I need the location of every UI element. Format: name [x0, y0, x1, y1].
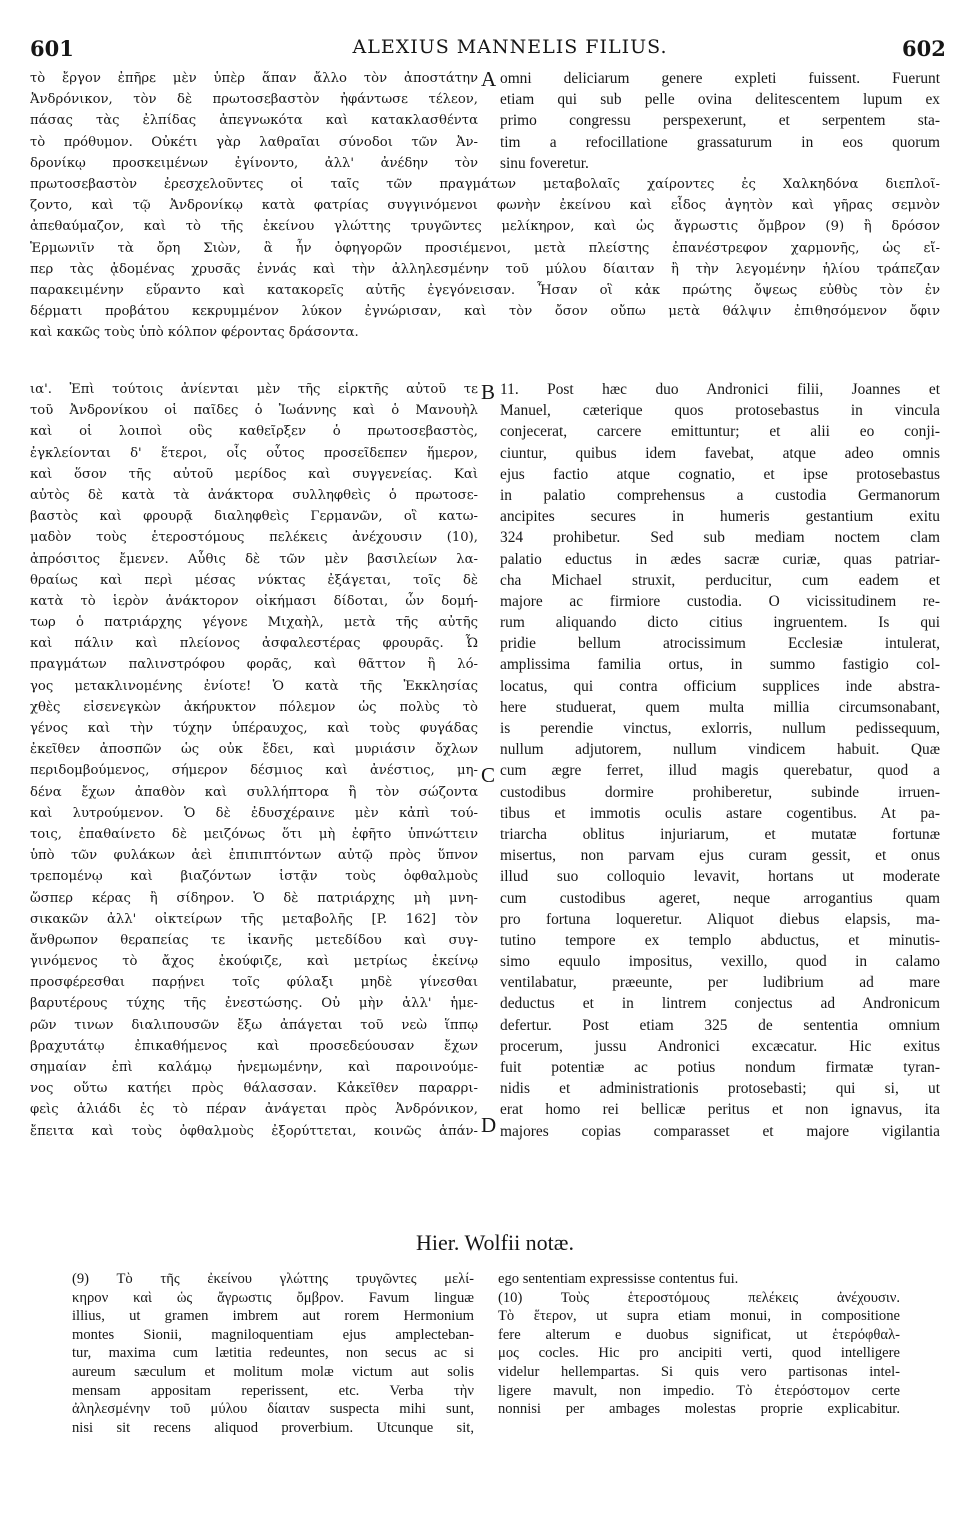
greek-line: νος οὕτω κατήει πρὸς θάλασσαν. Κἀκεῖθεν παραρρι-	[30, 1081, 478, 1097]
latin-line: procerum, jussu Andronici excæcatur. Hic exitus	[500, 1037, 940, 1055]
latin-line: sinu foveretur.	[500, 154, 589, 172]
latin-line: tibus et immotis oculis astare cogentibus. At pa-	[500, 804, 940, 822]
greek-line: ἐκεῖθεν ἀποσπῶν ὡς οὐκ ἔδει, καὶ μυριάσιν ὄχλων	[30, 742, 478, 758]
greek-line: μαδὸν τοὺς ἑτεροστόμους πελέκεις ἀνέχουσιν (10),	[30, 530, 478, 546]
latin-line: in palatio comprehensus a custodia Germanorum	[500, 486, 940, 504]
latin-line: pro fortuna loqueretur. Aliquot diebus elapsis, ma-	[500, 910, 940, 928]
greek-line: πραγμάτων παλινστρόφου φορᾶς, καὶ θᾶττον ἢ λό-	[30, 657, 478, 673]
latin-line: tutino tempore ex templo abductus, et minutis-	[500, 931, 940, 949]
latin-line: tim a refocillatione grassaturum in eos quorum	[500, 133, 940, 151]
greek-line: γινόμενος τὸ ἄχος ἐκούφιζε, καὶ μετρίως ἐκείνῳ	[30, 954, 478, 970]
greek-line: τοῦ Ἀνδρονίκου οἱ παῖδες ὁ Ἰωάννης καὶ ὁ Μανουὴλ	[30, 403, 478, 419]
latin-line: ejus factio atque cognatio, et ipse protosebastus	[500, 465, 940, 483]
latin-line: fuit potentiæ ac potius nondum firmatæ tyran-	[500, 1059, 940, 1076]
latin-line: 11. Post hæc duo Andronici filii, Joannes et	[500, 381, 940, 398]
latin-line: rum aliquando dicto citius ingruentem. Is qui	[500, 614, 940, 632]
latin-line: nidis et administrationis protosebasti; qui si, ut	[500, 1080, 940, 1098]
note-line: ἀληλεσμένην τοῦ μύλου δίαιταν suspecta mihi sunt,	[72, 1401, 474, 1418]
greek-line: κατὰ τὸ ἱερὸν ἀνάκτορον οἰκήμασι δίδοται, ὧν δομή-	[30, 593, 478, 609]
greek-line: χθὲς εἰσενεγκὼν ἀκήρυκτον πόλεμον ὡς πολὺς τὸ	[30, 699, 478, 715]
greek-line: θραίως καὶ περὶ μέσας νύκτας ἐξάγεται, τοῖς δὲ	[30, 572, 478, 588]
latin-line: cha Michael struxit, perducitur, cum eadem et	[500, 571, 940, 589]
note-line: tur, maxima cum lætitia redeuntes, non secus ac si	[72, 1345, 474, 1362]
greek-line: τοις, ἐπαθαίνετο δὲ μειζόνως ὅτι μὴ ἐφῆτο ὑπνώττειν	[30, 826, 478, 842]
greek-line: γένος καὶ τὴν τύχην ὑπέραυχος, καὶ τοὺς φυγάδας	[30, 721, 478, 736]
note-line: nisi sit recens aliquod proverbium. Utcunque sit,	[72, 1419, 474, 1436]
greek-line: δένα ἔχων ἀπαθὸν καὶ συλλήπτορα ἢ τὸν σώζοντα	[30, 784, 478, 800]
margin-letter-c: C	[481, 763, 496, 787]
note-line: ego sententiam expressisse contentus fui.	[498, 1271, 739, 1287]
note-line: fere alterum e duobus significat, ut ἑτερόφθαλ-	[498, 1326, 900, 1343]
greek-line: τὸ ἔργον ἐπῆρε μὲν ὑπὲρ ἅπαν ἄλλο τὸν ἀποστάτην	[30, 71, 478, 86]
greek-line: τρεπομένῳ καὶ βιαζόντων ἱστᾷν τοὺς ὀφθαλμοὺς	[30, 869, 478, 885]
latin-line: cum custodibus ageret, neque arrogantius quam	[500, 889, 940, 907]
greek-line: ἄνθρωπον θεραπείας τε ἱκανῆς μετεδίδου καὶ συγ-	[30, 932, 478, 948]
latin-line: Manuel, cæterique quos protosebastus in vincula	[500, 402, 940, 420]
greek-line: ἀπρόσιτος ἔμενεν. Αὖθις δὲ τῶν μὲν βασιλείων λα-	[30, 551, 478, 567]
greek-line: γος μετακλινομένης ἐνίοτε! Ὁ κατὰ τῆς Ἐκκλησίας	[30, 678, 478, 694]
greek-line: ὥσπερ κέρας ἢ σίδηρον. Ὁ δὲ πατριάρχης μὴ μνη-	[30, 890, 478, 906]
greek-line: περ τὰς ᾀδομένας χρυσᾶς ἐννάς καὶ τὴν ἀλληλεσμένην τοῦ μύλου δίαιταν ἢ τὴν λεγομένην ἡλίου τράπεζαν	[30, 261, 940, 277]
latin-line: ancipites secures in humeris gestantium exitu	[500, 508, 940, 526]
top-latin-column	[500, 68, 940, 174]
greek-line: ἔπειτα καὶ τοὺς ὀφθαλμοὺς ἐξορύττεται, κοινῶς ἁπάν-	[30, 1123, 478, 1139]
latin-line: palatio eductus in ædes sacræ curiæ, quas patriar-	[500, 550, 940, 568]
greek-line: καὶ λυτρούμενον. Ὁ δὲ ἐδυσχέραινε μὲν κἀπὶ τού-	[30, 805, 478, 821]
latin-line: ciuntur, quibus idem favebat, atque adeo omnis	[500, 444, 940, 462]
note-line: (9) Τὸ τῆς ἐκείνου γλώττης τρυγῶντες μελί-	[72, 1271, 474, 1287]
latin-line: majores copias comparasset et majore vigilantia	[500, 1122, 940, 1140]
latin-line: 324 prohibetur. Sed sub mediam noctem clam	[500, 529, 940, 547]
note-line: Τὸ ἕτερον, ut supra etiam monui, in compositione	[498, 1308, 900, 1325]
greek-line: προσφέρεσθαι παρῄνει τοῖς φύλαξι μηδὲ γίνεσθαι	[30, 975, 478, 991]
greek-line: ὑπὸ τῶν φυλάκων ἀεὶ ἐπιπιπτόντων αὐτῷ πρὸς ὕπνον	[30, 848, 478, 864]
greek-line: δέρματι προβάτου κεκρυμμένον λύκον ἐγνώρισαν, καὶ τὸν ὄσον οὔπω μετὰ θάλψιν ἐπιθησόμενον ὄφιν	[30, 304, 940, 320]
latin-line: primo congressu perspexerunt, et serpentem sta-	[500, 112, 940, 130]
greek-line: καὶ ὅσον τῆς αὐτοῦ μερίδος καὶ συγγενείας. Καὶ	[30, 466, 478, 482]
greek-line: βαστὸς καὶ φρουρᾷ διαληφθεὶς Γερμανῶν, οἳ κατω-	[30, 509, 478, 525]
latin-line: etiam qui sub pelle ovina delitescentem lupum ex	[500, 91, 940, 109]
latin-line: is perendie vinctus, exlorris, nullum pedissequum,	[500, 720, 940, 737]
latin-line: majore ac firmiore custodia. O vicissitudinem re-	[500, 592, 940, 610]
greek-line: πρωτοσεβαστὸν ἐρεσχελοῦντες οἱ ταῖς τῶν πραγμάτων μεταβολαῖς χαίροντες ἐς Χαλκηδόνα διεπλοῖ-	[30, 177, 940, 192]
latin-line: misertus, non parvam ejus curam gessit, et onus	[500, 847, 940, 865]
note-line: aureum sæculum et molitum molæ victum aut solis	[72, 1363, 474, 1380]
latin-line: triarcha oblitus injuriarum, et mutatæ fortunæ	[500, 825, 940, 843]
note-line: mensam appositam reperissent, etc. Verba τὴν	[72, 1382, 474, 1399]
latin-line: ventilabatur, præeunte, per ludibrium ad mare	[500, 974, 940, 992]
greek-line: ια'. Ἐπὶ τούτοις ἀνίενται μὲν τῆς εἱρκτῆς αὐτοῦ τε	[30, 382, 478, 397]
note-line: μος cocles. Hic pro ancipiti verti, quod intelligere	[498, 1345, 900, 1362]
greek-line: Ἀνδρόνικον, τὸν δὲ πρωτοσεβαστὸν ἠφάντωσε τέλεον,	[30, 92, 478, 108]
greek-line: περιδομβούμενος, σήμερον δέσμιος καὶ ἀνέστιος, μη-	[30, 763, 478, 779]
main-latin-column	[500, 379, 940, 1142]
greek-line: σικακῶν ἀλλ' οἰκτείρων τῆς μεταβολῆς [P. 162] τὸν	[30, 911, 478, 927]
note-line: ligere mavult, non impedio. Τὸ ἑτερόστομον certe	[498, 1382, 900, 1399]
greek-line: καὶ πάλιν καὶ πλείονος ἀσφαλεστέρας φρουρᾶς. Ὦ	[30, 636, 478, 652]
note-line: nonnisi per ambages molestas proprie explicabitur.	[498, 1401, 900, 1418]
greek-line: βαρυτέρους τύχης τῆς ἐνεστώσης. Οὐ μὴν ἀλλ' ἡμε-	[30, 996, 478, 1012]
greek-line: τωρ ὁ πατριάρχης γέγονε Μιχαὴλ, μετὰ τῆς αὐτῆς	[30, 615, 478, 631]
greek-line: φεὶς ἁλιάδι ἐς τὸ πέραν ἀνάγεται πρὸς Ἀνδρόνικον,	[30, 1102, 478, 1118]
latin-line: cum ægre ferret, illud magis querebatur, quod a	[500, 762, 940, 780]
notes-heading: Hier. Wolfii notæ.	[416, 1230, 574, 1255]
margin-letter-d: D	[481, 1113, 497, 1137]
greek-line: ἐγκλείονται δ' ἕτεροι, οἷς οὗτος προσεῖδεπεν ἥμερον,	[30, 445, 478, 461]
greek-line: βραχυτάτῳ ἐπικαθήμενος καὶ προσεδεύουσαν ἔχων	[30, 1038, 478, 1054]
greek-line: ζοντο, καὶ τῷ Ἀνδρονίκῳ κατὰ φατρίας συγγινόμενοι φωνὴν ἐκείνου καὶ εἶδος ἀγητὸν καὶ γῆρας σεμνὸν	[30, 198, 940, 214]
page-number-right: 602	[902, 36, 946, 61]
page-number-left: 601	[30, 36, 74, 61]
latin-line: pridie bellum atrocissimum Ecclesiæ intulerat,	[500, 635, 940, 653]
latin-line: amplissima familia ortus, in summo fastigio col-	[500, 656, 940, 674]
latin-line: defertur. Post etiam 325 de sententia omnium	[500, 1016, 940, 1034]
latin-line: here studuerat, quem multa millia circumsonabant,	[500, 698, 940, 716]
wide-greek-block	[30, 174, 940, 344]
greek-line: τὸ πρόθυμον. Οὐκέτι γὰρ λαθραῖαι σύνοδοι τῶν Ἀν-	[30, 134, 478, 150]
latin-line: simo equulo impositus, vexillo, quod in calamo	[500, 953, 940, 971]
latin-line: illud suo colloquio levavit, hortans ut moderate	[500, 868, 940, 886]
greek-line: σημαίαν ἐπὶ καλάμῳ ἠνεμωμένην, καὶ παροινούμε-	[30, 1060, 478, 1075]
greek-line: ἀπεθαύμαζον, καὶ τὸ τῆς ἐκείνου γλώττης τρυγῶντες μελίκηρον, καὶ ὡς ἄγρωστις ὄμβρον (9) ἢ δρόσον	[30, 219, 940, 235]
greek-line: καὶ κακῶς τοὺς ὑπὸ κόλπον φέροντας δράσοντα.	[30, 325, 359, 341]
note-line: videlur hellempartas. Si quis vero partisonas intel-	[498, 1363, 900, 1380]
notes-left-column	[72, 1270, 474, 1437]
greek-line: δρονίκῳ προσκειμένων ἐγίνοντο, ἀλλ' ἀνέδην τὸν	[30, 155, 478, 171]
latin-line: nullum adjutorem, nullum vindicem habuit. Quæ	[500, 741, 940, 759]
latin-line: omni deliciarum genere expleti fuissent. Fuerunt	[500, 70, 940, 87]
latin-line: conjecerat, carcere emittuntur; et alii eo conji-	[500, 423, 940, 441]
margin-letter-a: A	[481, 67, 497, 91]
margin-letter-b: B	[481, 380, 496, 404]
greek-line: ρῶν τινων διαλιπουσῶν ἔξω ἀπάγεται τοῦ νεὼ ἵππῳ	[30, 1017, 478, 1033]
note-line: montes Sionii, magniloquentiam ejus amplecteban-	[72, 1326, 474, 1343]
latin-line: erat homo rei bellicæ peritus et non ignavus, ita	[500, 1101, 940, 1119]
latin-line: deductus et in lintrem conjectus ad Andronicum	[500, 995, 940, 1013]
main-greek-column	[30, 379, 478, 1142]
latin-line: locatus, qui contra officium supplices inde abstra-	[500, 677, 940, 695]
greek-line: αὐτὸς δὲ κατὰ τὰ ἀνάκτορα συλληφθεὶς ὁ πρωτοσε-	[30, 487, 478, 503]
notes-right-column	[498, 1270, 900, 1419]
note-line: κηρον καὶ ὡς ἄγρωστις ὄμβρον. Favum linguæ	[72, 1289, 474, 1306]
note-line: illius, ut gramen imbrem aut rorem Hermonium	[72, 1308, 474, 1325]
note-line: (10) Τοὺς ἑτεροστόμους πελέκεις ἀνέχουσιν.	[498, 1289, 900, 1306]
greek-line: παρακειμένην εὕραντο καὶ κατακορεῖς αὐτῆς ἐγεγόνεισαν. Ἦσαν οἳ κἀκ πρώτης ὄψεως εὐθὺς τὸν ἐν	[30, 282, 940, 298]
greek-line: καὶ οἱ λοιποὶ οὓς καθεῖρξεν ὁ πρωτοσεβαστὸς,	[30, 424, 478, 440]
greek-line: πάσας τὰς ἐλπίδας ἀπεγνωκότα καὶ κατακλασθέντα	[30, 113, 478, 129]
top-greek-column	[30, 68, 478, 174]
latin-line: custodibus dormire prohiberetur, subinde irruen-	[500, 783, 940, 801]
greek-line: Ἑρμωνιῖν τὰ ὄρη Σιὼν, ἃ ἦν ὀφηγορῶν προσιέμενοι, μετὰ πλείστης ἐπανέστρεφον χαρμονῆς, ὡς εἴ-	[30, 240, 940, 256]
running-title: ALEXIUS MANNELIS FILIUS.	[352, 36, 668, 58]
